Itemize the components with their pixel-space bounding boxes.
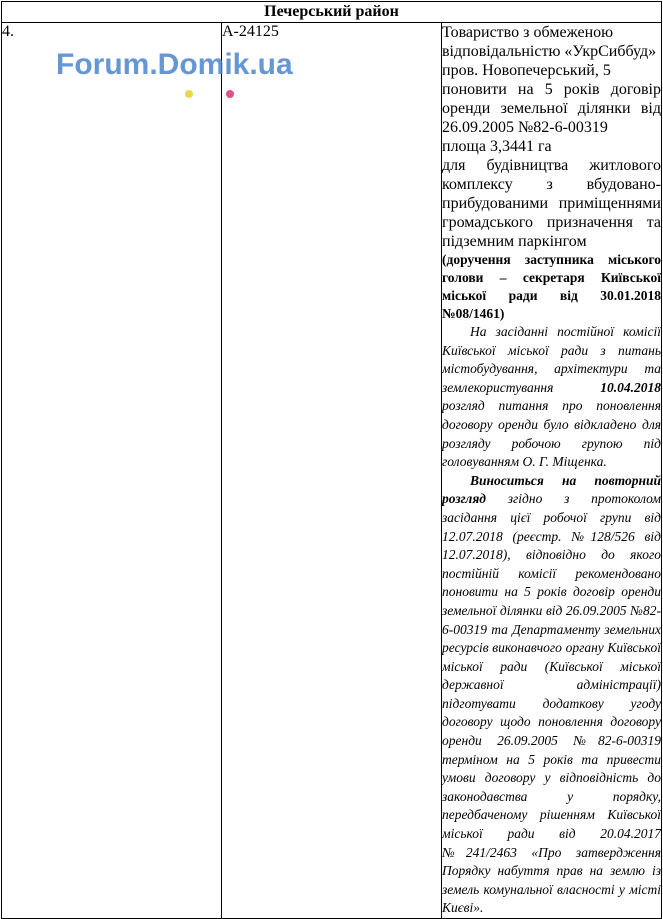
watermark-dot-yellow bbox=[185, 90, 193, 98]
company-name: Товариство з обмеженою відповідальністю «УкрСиббуд» bbox=[442, 24, 657, 60]
land-lease-table bbox=[1, 1, 662, 919]
case-code: А-24125 bbox=[222, 23, 442, 919]
district-header-row bbox=[2, 2, 662, 23]
case-description bbox=[442, 23, 662, 919]
reconsideration-paragraph bbox=[442, 472, 661, 918]
commission-text-end: розгляд питання про поновлення договору оренди було відкладено для розгляду робочою групою під головуванням О. Г. Міщенка. bbox=[442, 398, 661, 470]
instruction-note: (доручення заступника міського голови – секретаря Київської міської ради від 30.01.2018 №08/1461) bbox=[442, 252, 661, 321]
address: пров. Новопечерський, 5 bbox=[442, 62, 611, 79]
commission-date: 10.04.2018 bbox=[600, 379, 661, 395]
table-row bbox=[2, 23, 662, 919]
district-header: Печерський район bbox=[2, 2, 662, 23]
land-purpose: для будівництва житлового комплексу з вбудовано-прибудованими приміщеннями громадського призначення та підземним паркінгом bbox=[442, 157, 661, 250]
watermark-dot-pink bbox=[226, 90, 234, 98]
row-number: 4. bbox=[2, 23, 222, 919]
reconsideration-text: згідно з протоколом засідання цієї робочої групи від 12.07.2018 (реєстр. №128/526 від 12.07.2018), відповідно до якого постійній комісії рекомендовано поновити на 5 років договір оренди земельної ділянки від 26.09.2005 №82-6-00319 та Департаменту земельних ресурсів виконавчого органу Київської міської ради (Київської міської державної адміністрації) підготувати додаткову угоду договору щодо поновлення договору оренди 26.09.2005 №82-6-00319 терміном на 5 років та привести умови договору у відповідність до законодавства у порядку, передбаченому рішенням Київської міської ради від 20.04.2017 №241/2463 «Про затвердження Порядку набуття прав на землю із земель комунальної власності у місті Києві». bbox=[442, 491, 661, 916]
commission-text-start: На засіданні постійної комісії Київської міської ради з питань містобудування, архітектури та землекористування bbox=[442, 324, 661, 395]
commission-paragraph bbox=[442, 323, 661, 472]
requested-action: поновити на 5 років договір оренди земельної ділянки від 26.09.2005 №82-6-00319 bbox=[442, 81, 661, 136]
land-area: площа 3,3441 га bbox=[442, 138, 552, 155]
reconsideration-lead: Виноситься на повторний розгляд bbox=[442, 472, 661, 507]
forum-watermark: Forum.Domik.ua bbox=[56, 48, 293, 81]
